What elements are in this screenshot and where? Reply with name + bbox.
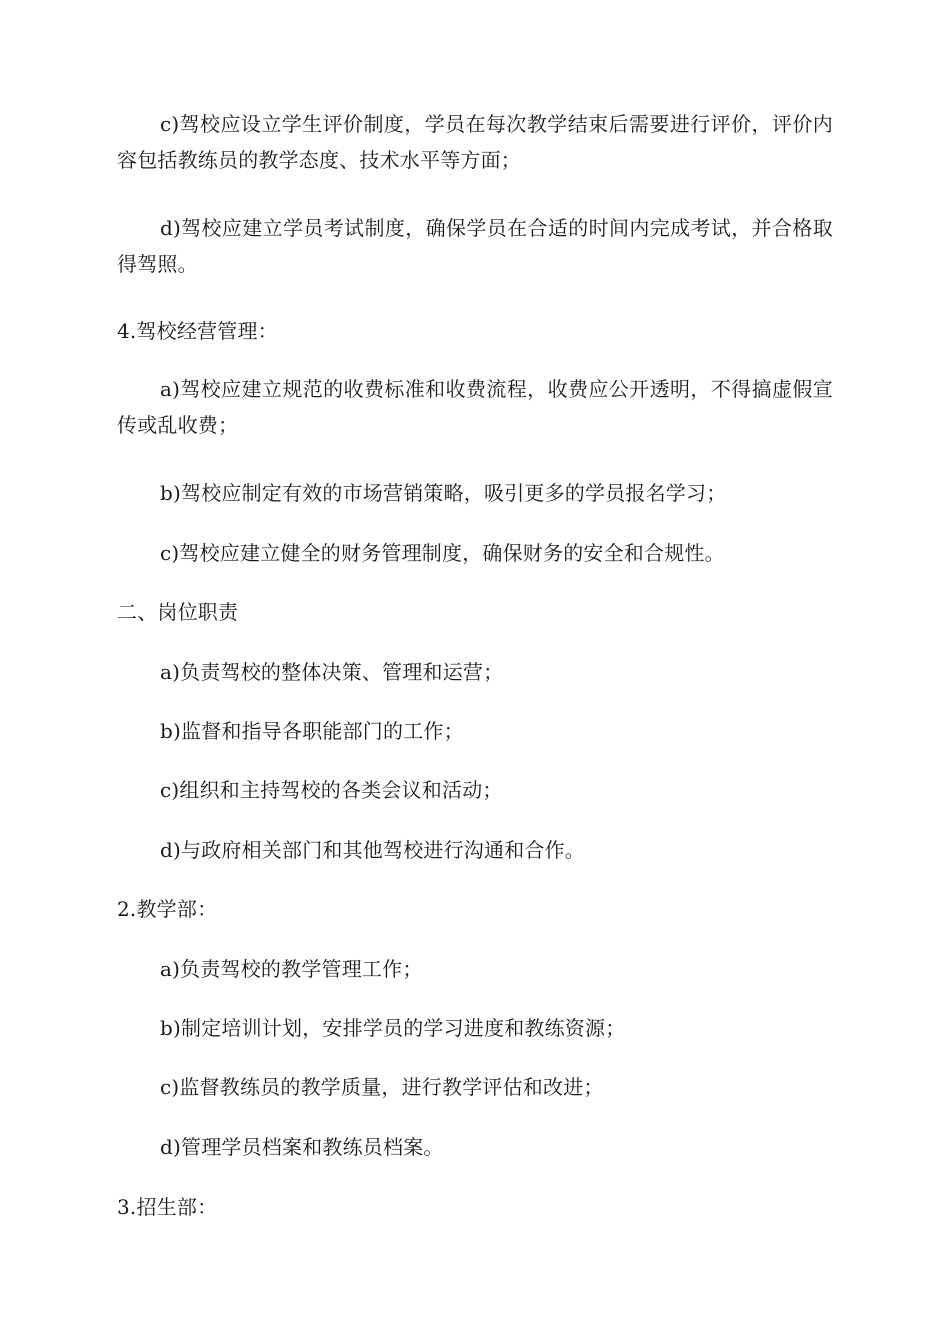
- paragraph-finance: c)驾校应建立健全的财务管理制度，确保财务的安全和合规性。: [160, 541, 725, 565]
- list-item-archives: d)管理学员档案和教练员档案。: [160, 1135, 444, 1159]
- heading-teaching-department: 2.教学部：: [117, 897, 218, 921]
- list-item-teaching-management: a)负责驾校的教学管理工作；: [160, 957, 423, 981]
- list-item-meetings: c)组织和主持驾校的各类会议和活动；: [160, 778, 503, 802]
- list-item-communication: d)与政府相关部门和其他驾校进行沟通和合作。: [160, 838, 586, 862]
- heading-admissions-department: 3.招生部：: [117, 1195, 218, 1219]
- paragraph-exam-system: d)驾校应建立学员考试制度，确保学员在合适的时间内完成考试，并合格取得驾照。: [117, 216, 833, 276]
- heading-job-duties: 二、岗位职责: [117, 600, 239, 624]
- paragraph-fee-standards: a)驾校应建立规范的收费标准和收费流程，收费应公开透明，不得搞虚假宣传或乱收费；: [117, 377, 833, 437]
- list-item-supervise-departments: b)监督和指导各职能部门的工作；: [160, 719, 464, 743]
- paragraph-student-evaluation: c)驾校应设立学生评价制度，学员在每次教学结束后需要进行评价，评价内容包括教练员的教学态度、技术水平等方面；: [117, 112, 833, 172]
- paragraph-marketing: b)驾校应制定有效的市场营销策略，吸引更多的学员报名学习；: [160, 481, 727, 505]
- list-item-overall-decisions: a)负责驾校的整体决策、管理和运营；: [160, 660, 504, 684]
- list-item-training-plan: b)制定培训计划，安排学员的学习进度和教练资源；: [160, 1016, 626, 1040]
- heading-business-management: 4.驾校经营管理：: [117, 319, 278, 343]
- list-item-teaching-quality: c)监督教练员的教学质量，进行教学评估和改进；: [160, 1075, 604, 1099]
